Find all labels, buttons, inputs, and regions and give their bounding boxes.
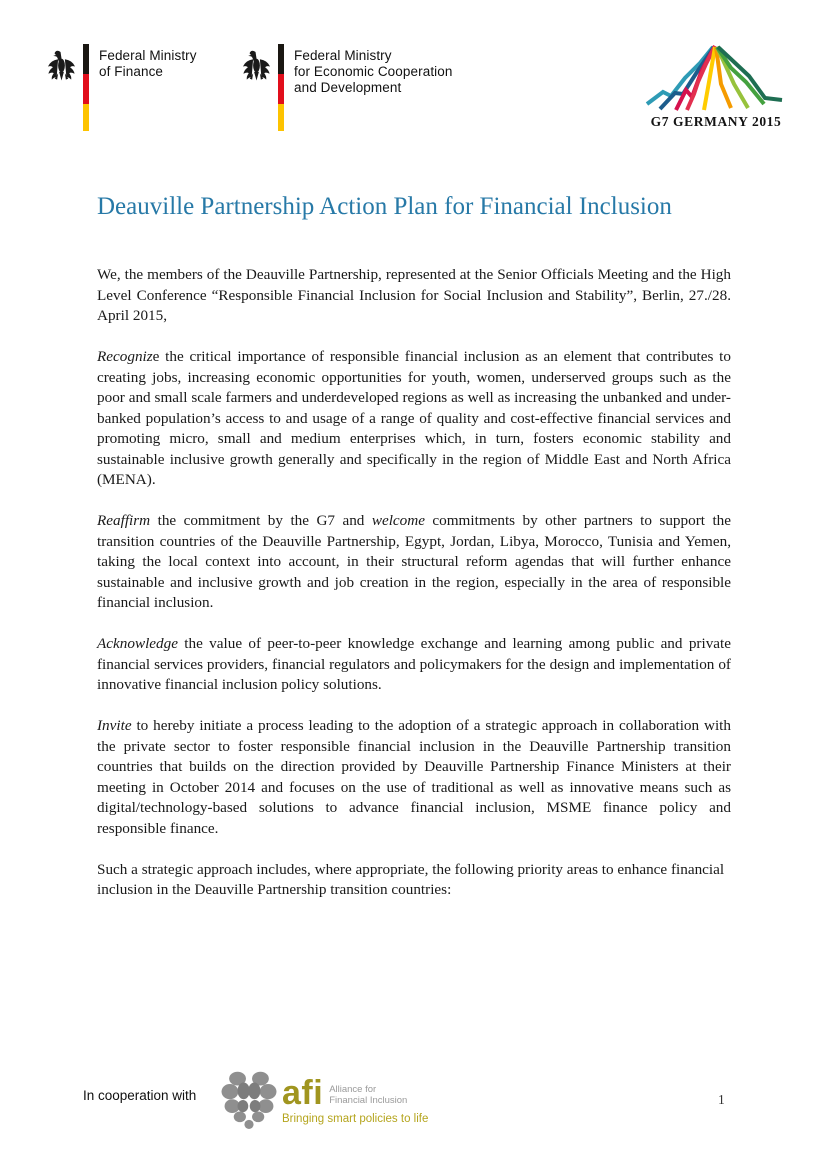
logo-federal-ministry-economic-cooperation — [241, 44, 452, 131]
ministry-name-line: of Finance — [99, 64, 164, 79]
body-paragraph — [97, 265, 731, 327]
g7-label: G7 GERMANY 2015 — [650, 114, 782, 129]
ministry-name-line: Federal Ministry — [294, 48, 392, 63]
body-paragraph — [97, 347, 731, 491]
document-content — [97, 190, 731, 921]
ministry-name-line: and Development — [294, 80, 402, 95]
ministry-name — [294, 48, 452, 96]
afi-brain-icon — [220, 1064, 278, 1136]
afi-wordmark: afi — [282, 1074, 324, 1112]
body-paragraph — [97, 634, 731, 696]
paragraph-text: to hereby initiate a process leading to the adoption of a strategic approach in collaboration with the private sector to foster responsible financial inclusion in the Deauville Partnership transition countries that builds on the direction provided by Deauville Partnership Finance Ministers at their meeting in October 2014 and focuses on the use of traditional as well as innovative means such as digital/technology-based solutions to advance financial inclusion, MSME finance policy and responsible finance. — [97, 717, 731, 837]
paragraph-text: e the critical importance of responsible financial inclusion as an element that contributes to creating jobs, increasing economic opportunities for youth, women, underserved groups such as the poor and small scale farmers and underdeveloped regions as well as increasing the unbanked and under-banked population’s access to and usage of a range of quality and cost-effective financial services and promoting micro, small and medium enterprises which, in turn, fosters economic stability and sustainable inclusive growth generally and specifically in the region of Middle East and North Africa (MENA). — [97, 348, 731, 488]
document-body — [97, 265, 731, 901]
paragraph-lead-italic: Recogniz — [97, 348, 153, 365]
paragraph-text: the value of peer-to-peer knowledge exchange and learning among public and private financial services providers, financial regulators and policymakers for the design and implementation of innovative financial inclusion policy solutions. — [97, 635, 731, 693]
paragraph-lead-italic: Invite — [97, 717, 132, 734]
afi-text-block — [282, 1074, 429, 1125]
logo-federal-ministry-finance — [46, 44, 197, 131]
paragraph-text: the commitment by the G7 and — [150, 512, 372, 529]
g7-mountain-icon — [645, 42, 785, 112]
ministry-name-line: for Economic Cooperation — [294, 64, 453, 79]
afi-subtitle-line: Financial Inclusion — [329, 1095, 408, 1106]
paragraph-text: Such a strategic approach includes, where appropriate, the following priority areas to enhance financial inclusion in the Deauville Partnership transition countries: — [97, 860, 725, 898]
afi-tagline: Bringing smart policies to life — [282, 1113, 429, 1125]
federal-eagle-icon — [241, 48, 272, 85]
federal-eagle-icon — [46, 48, 77, 85]
body-paragraph — [97, 716, 731, 839]
paragraph-lead-italic: Reaffirm — [97, 512, 151, 529]
afi-logo — [220, 1064, 428, 1136]
paragraph-lead-italic: Acknowledge — [97, 635, 178, 652]
germany-flag-stripe — [278, 44, 284, 131]
ministry-name — [99, 48, 197, 80]
page-title: Deauville Partnership Action Plan for Financial Inclusion — [97, 193, 672, 220]
germany-flag-stripe — [83, 44, 89, 131]
afi-subtitle — [329, 1084, 407, 1106]
paragraph-text: We, the members of the Deauville Partnership, represented at the Senior Officials Meeting and the High Level Conference “Responsible Financial Inclusion for Social Inclusion and Stability”, Berlin, 27./28. April 2015, — [97, 266, 731, 324]
cooperation-label: In cooperation with — [83, 1088, 197, 1103]
ministry-name-line: Federal Ministry — [99, 48, 197, 63]
body-paragraph — [97, 511, 731, 614]
paragraph-lead-italic: welcome — [371, 512, 425, 529]
afi-subtitle-line: Alliance for — [329, 1084, 377, 1095]
body-paragraph — [97, 860, 731, 901]
page-number: 1 — [718, 1092, 725, 1107]
g7-germany-2015-logo — [645, 42, 787, 130]
paragraph-text: commitments by other partners to support the transition countries of the Deauville Partnership, Egypt, Jordan, Libya, Morocco, Tunisia and Yemen, taking the local context into account, in their structural reform agendas that will further enhance sustainable and inclusive growth and job creation in the region, especially in the area of responsible financial inclusion. — [97, 512, 731, 611]
